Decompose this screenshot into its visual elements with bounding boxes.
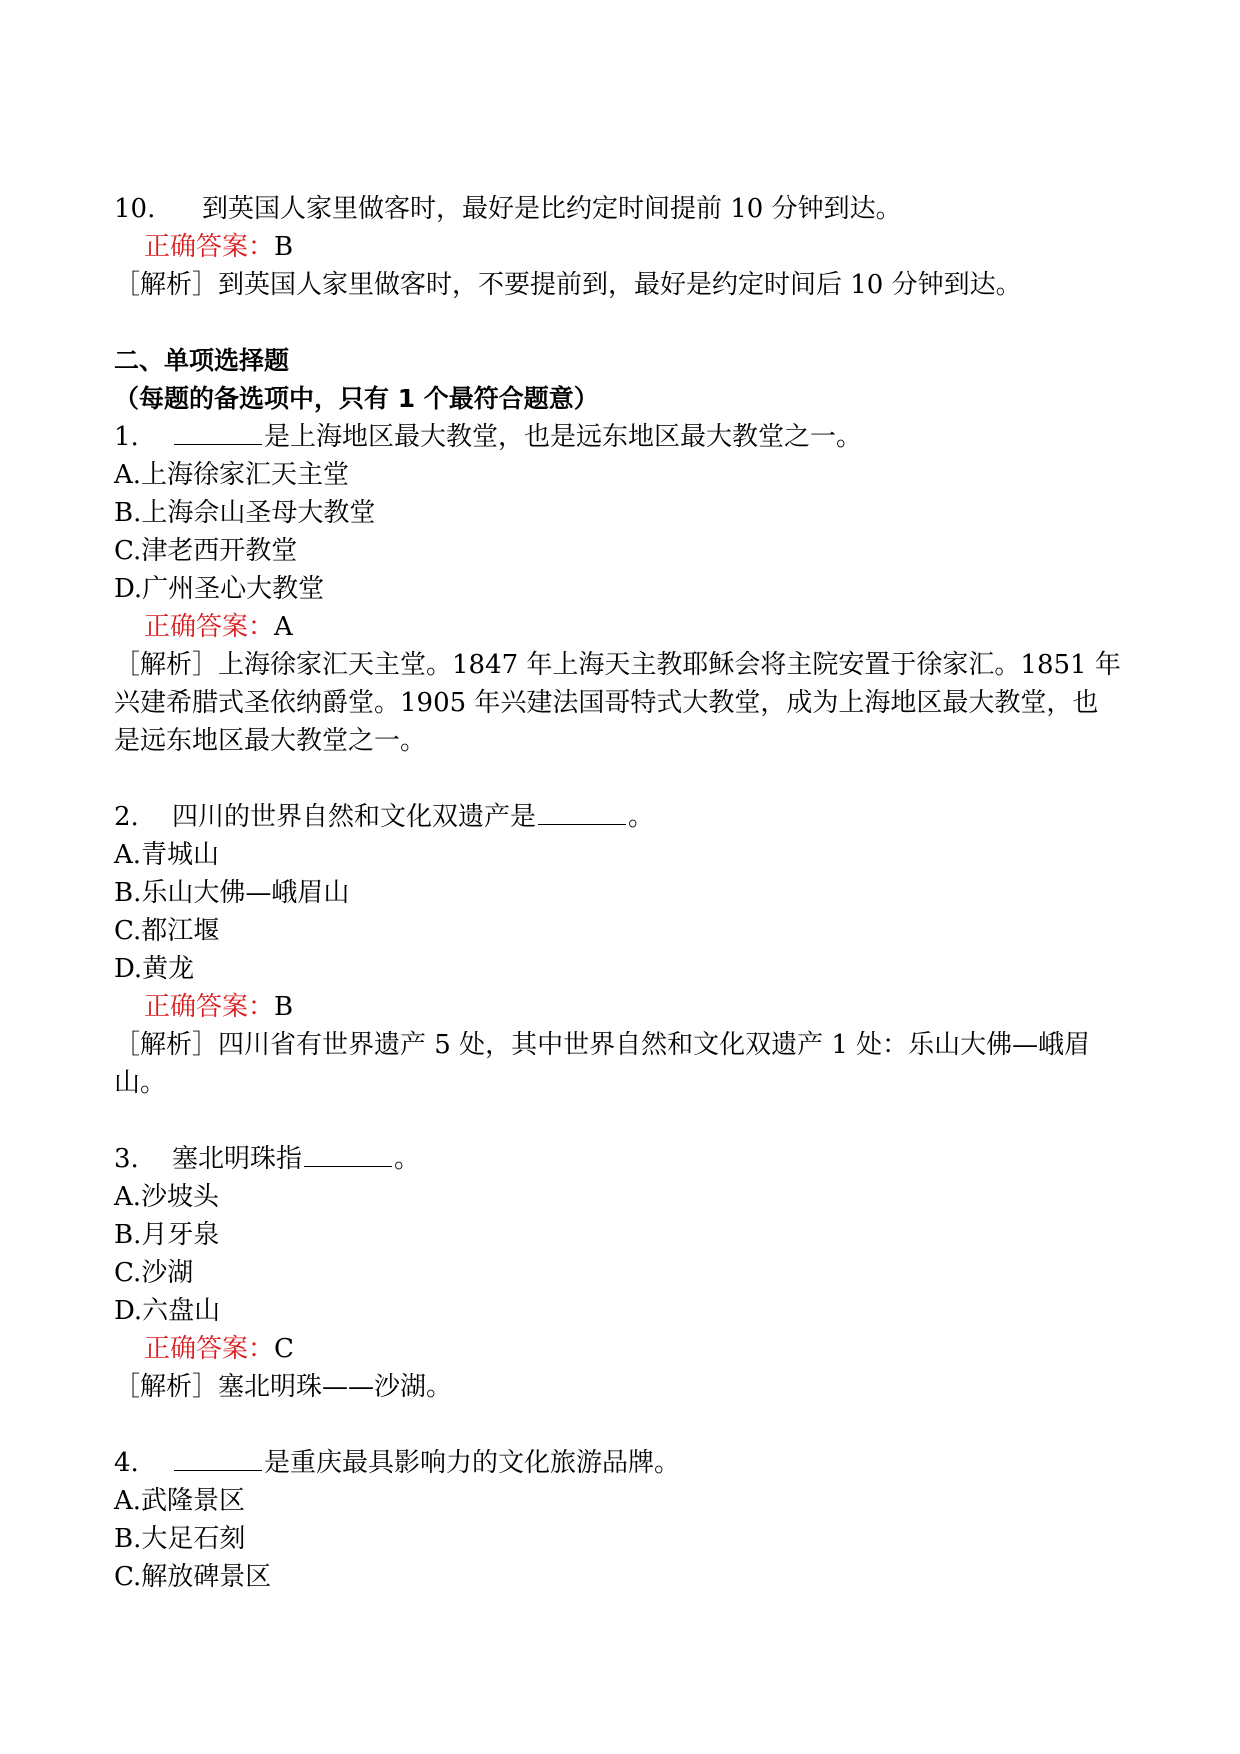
fill-blank bbox=[538, 798, 626, 825]
question-number: 3. bbox=[114, 1144, 139, 1174]
correct-answer bbox=[114, 228, 1130, 266]
option-a: A.沙坡头 bbox=[114, 1182, 220, 1212]
question-number: 10. bbox=[114, 194, 156, 224]
option-c: C.沙湖 bbox=[114, 1258, 194, 1288]
spacer bbox=[114, 304, 1130, 342]
question-3 bbox=[114, 1140, 1130, 1178]
spacer bbox=[114, 1406, 1130, 1444]
question-stem-after: 是重庆最具影响力的文化旅游品牌。 bbox=[264, 1448, 681, 1478]
option-d: D.六盘山 bbox=[114, 1296, 221, 1326]
question-stem: 到英国人家里做客时，最好是比约定时间提前 10 分钟到达。 bbox=[202, 194, 902, 224]
answer-label: 正确答案： bbox=[144, 612, 275, 642]
fill-blank bbox=[174, 418, 262, 445]
question-2 bbox=[114, 798, 1130, 836]
answer-value: C bbox=[274, 1334, 294, 1364]
option-a: A.武隆景区 bbox=[114, 1486, 246, 1516]
document-page bbox=[114, 190, 1130, 1596]
question-stem-before: 塞北明珠指 bbox=[172, 1144, 303, 1174]
option-d: D.黄龙 bbox=[114, 954, 195, 984]
question-stem-after: 。 bbox=[628, 802, 655, 832]
answer-label: 正确答案： bbox=[144, 232, 275, 262]
spacer bbox=[114, 760, 1130, 798]
option-b: B.大足石刻 bbox=[114, 1524, 246, 1554]
correct-answer bbox=[114, 1330, 1130, 1368]
question-stem-before: 四川的世界自然和文化双遗产是 bbox=[172, 802, 537, 832]
answer-label: 正确答案： bbox=[144, 992, 275, 1022]
question-stem-after: 。 bbox=[394, 1144, 421, 1174]
fill-blank bbox=[304, 1140, 392, 1167]
option-c: C.解放碑景区 bbox=[114, 1562, 272, 1592]
answer-label: 正确答案： bbox=[144, 1334, 275, 1364]
answer-value: B bbox=[274, 992, 294, 1022]
option-b: B.月牙泉 bbox=[114, 1220, 220, 1250]
question-4 bbox=[114, 1444, 1130, 1482]
section-title: 二、单项选择题 bbox=[114, 346, 290, 375]
fill-blank bbox=[174, 1444, 262, 1471]
question-number: 4. bbox=[114, 1448, 139, 1478]
correct-answer bbox=[114, 988, 1130, 1026]
analysis: ［解析］到英国人家里做客时，不要提前到，最好是约定时间后 10 分钟到达。 bbox=[114, 270, 1022, 300]
option-b: B.上海佘山圣母大教堂 bbox=[114, 498, 376, 528]
question-stem-after: 是上海地区最大教堂，也是远东地区最大教堂之一。 bbox=[264, 422, 863, 452]
analysis: ［解析］上海徐家汇天主堂。1847 年上海天主教耶稣会将主院安置于徐家汇。1851 年兴建希腊式圣依纳爵堂。1905 年兴建法国哥特式大教堂，成为上海地区最大教堂，也是远东地区最大教堂之一。 bbox=[114, 650, 1121, 756]
option-d: D.广州圣心大教堂 bbox=[114, 574, 325, 604]
question-number: 2. bbox=[114, 802, 139, 832]
answer-value: A bbox=[274, 612, 293, 642]
question-number: 1. bbox=[114, 422, 139, 452]
option-c: C.津老西开教堂 bbox=[114, 536, 298, 566]
option-c: C.都江堰 bbox=[114, 916, 220, 946]
answer-value: B bbox=[274, 232, 294, 262]
option-a: A.上海徐家汇天主堂 bbox=[114, 460, 350, 490]
analysis: ［解析］四川省有世界遗产 5 处，其中世界自然和文化双遗产 1 处：乐山大佛—峨眉山。 bbox=[114, 1030, 1091, 1098]
analysis: ［解析］塞北明珠——沙湖。 bbox=[114, 1372, 453, 1402]
spacer bbox=[114, 1102, 1130, 1140]
question-10 bbox=[114, 190, 1130, 228]
correct-answer bbox=[114, 608, 1130, 646]
question-1 bbox=[114, 418, 1130, 456]
option-a: A.青城山 bbox=[114, 840, 220, 870]
section-subtitle: （每题的备选项中，只有 1 个最符合题意） bbox=[114, 384, 599, 413]
option-b: B.乐山大佛—峨眉山 bbox=[114, 878, 350, 908]
